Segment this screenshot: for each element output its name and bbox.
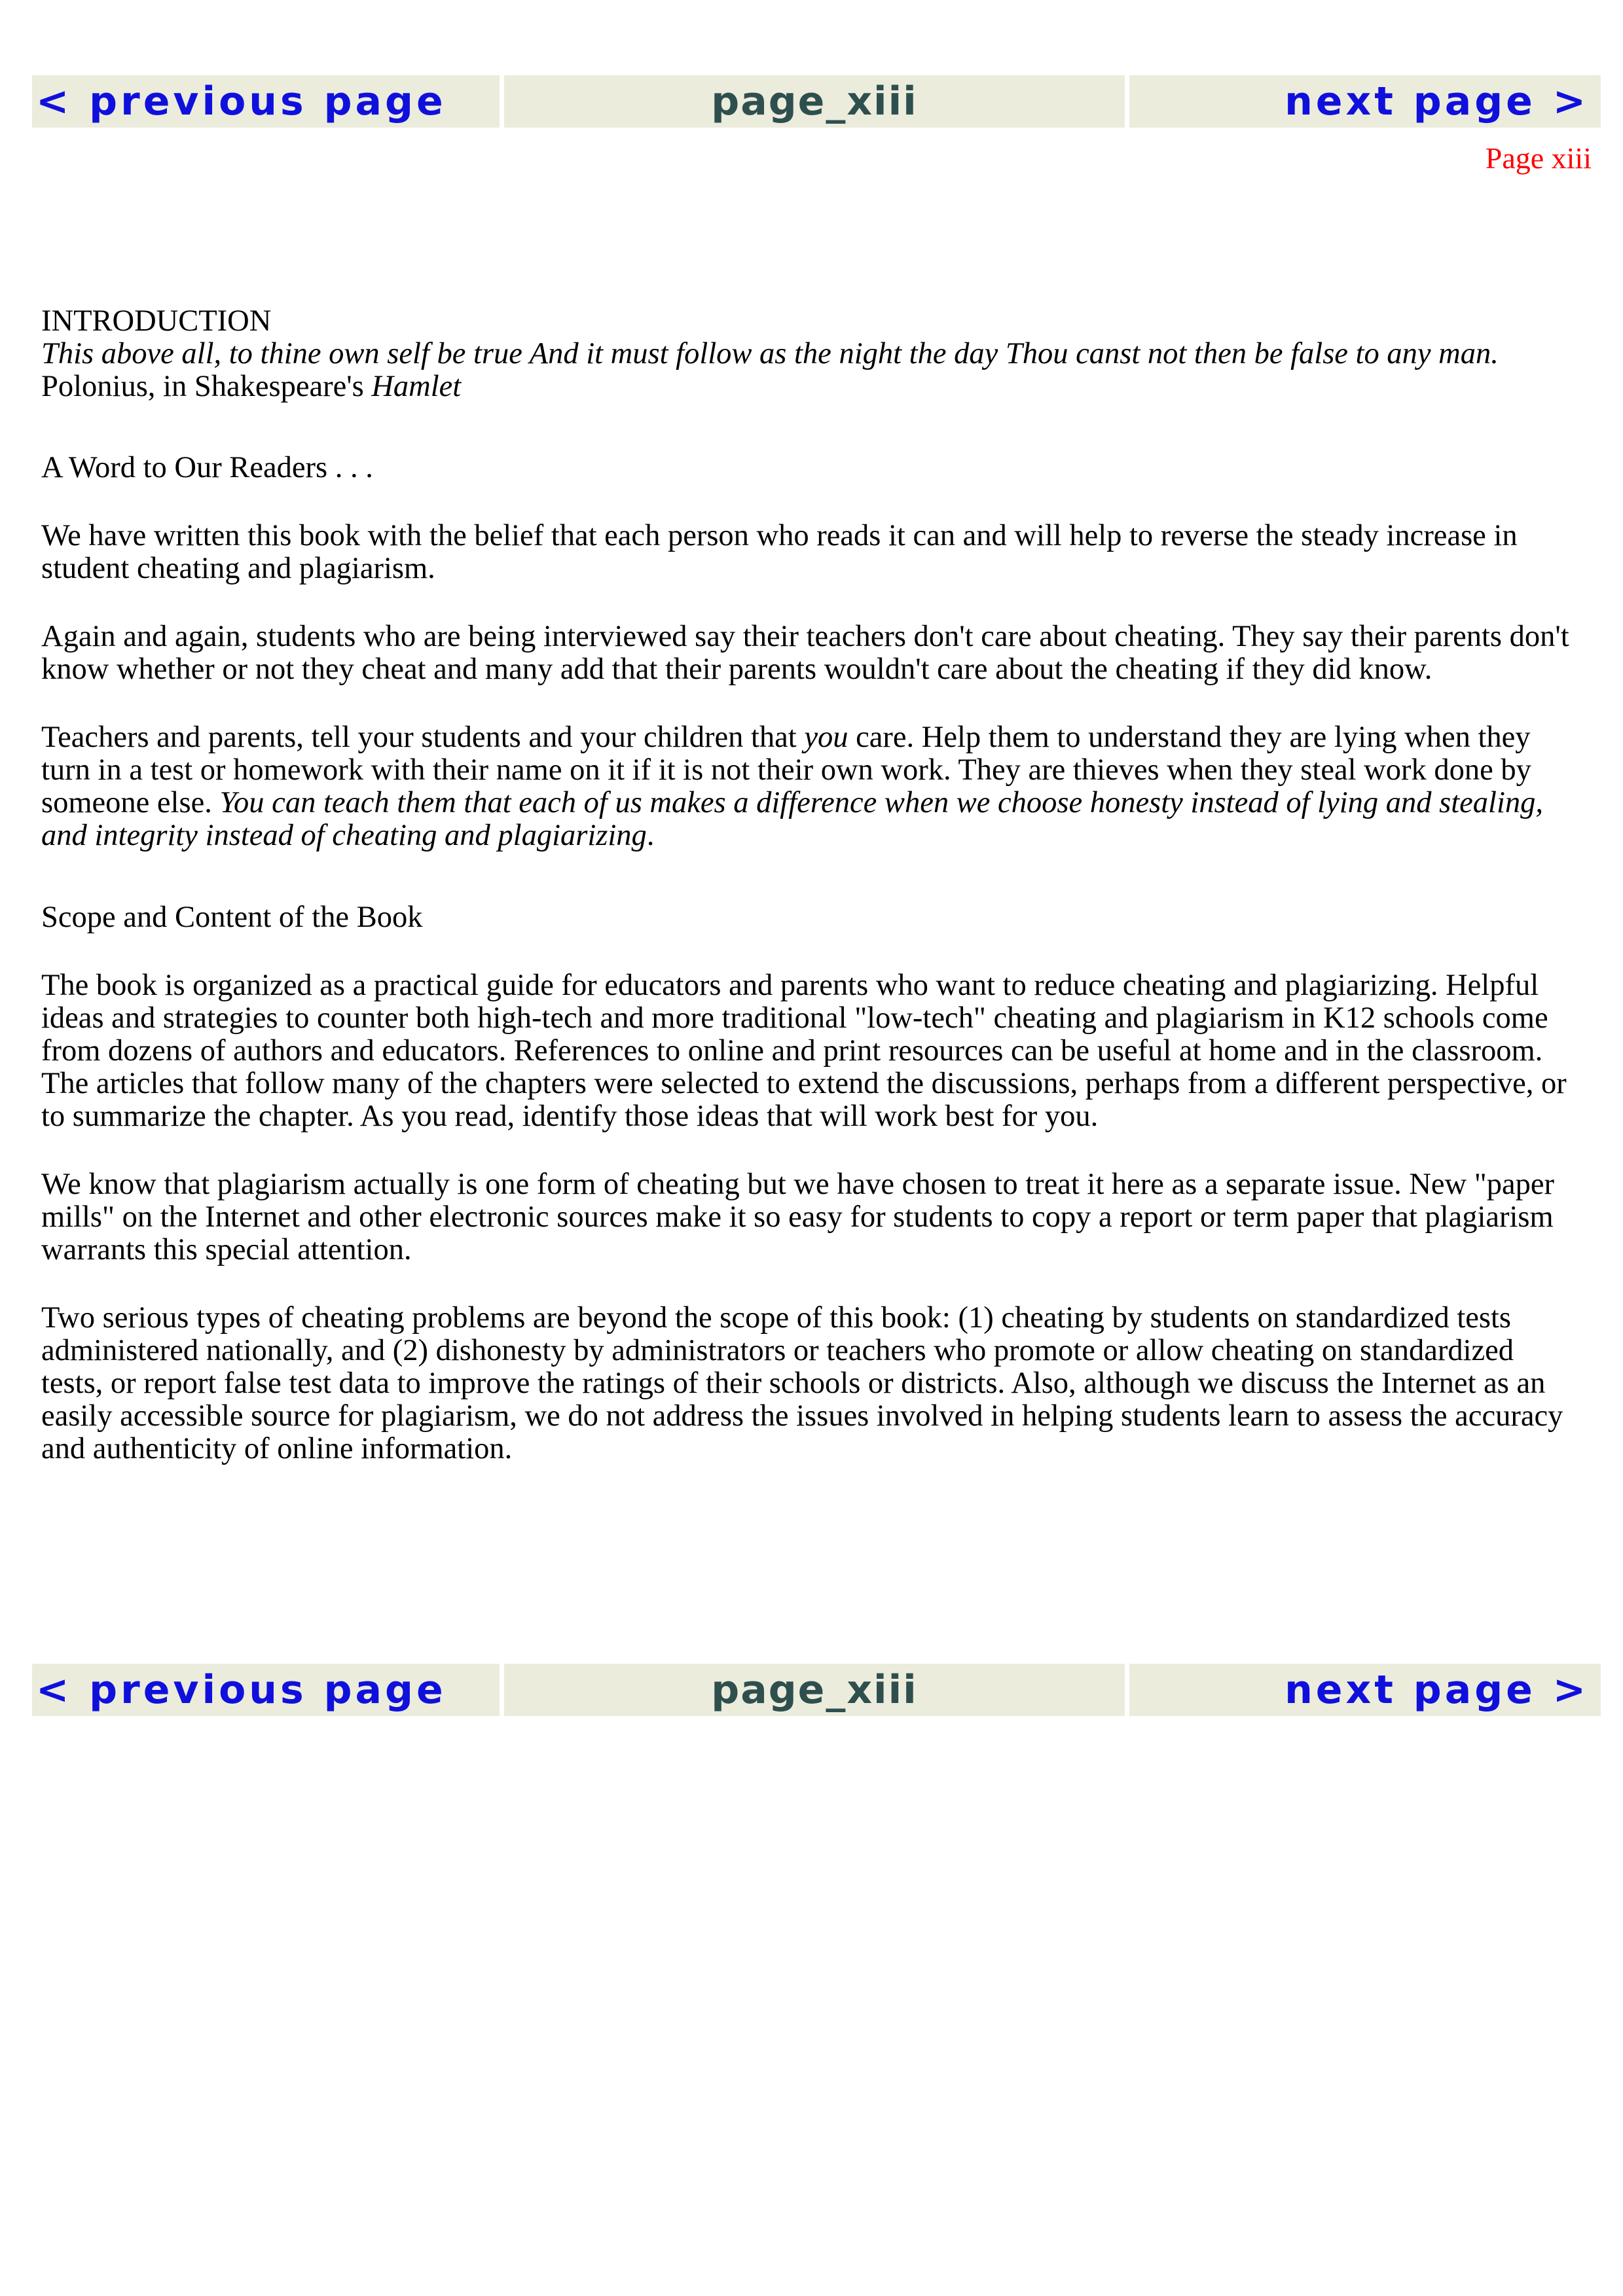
paragraph-3-emphasis-you: you [804,721,848,754]
top-navigation-bar [32,75,1601,128]
paragraph-4: The book is organized as a practical guide for educators and parents who want to reduce cheating and plagiarizing. Helpful ideas and strategies to counter both high-tech and more traditional "low-tech" cheating and plagiarism in K12 schools come from dozens of authors and educators. References to online and print resources can be useful at home and in the classroom. The articles that follow many of the chapters were selected to extend the discussions, perhaps from a different perspective, or to summarize the chapter. As you read, identify those ideas that will work best for you. [41,969,1567,1133]
paragraph-3-part1: Teachers and parents, tell your students and your children that [41,721,805,754]
chapter-heading: INTRODUCTION [41,304,272,338]
epigraph-text: This above all, to thine own self be true And it must follow as the night the day Thou canst not then be false to any man. [41,337,1499,370]
section-title-readers: A Word to Our Readers . . . [41,451,373,484]
paragraph-3-emphasis-closing: You can teach them that each of us makes a difference when we choose honesty instead of lying and stealing, and integrity instead of cheating and plagiarizing [41,786,1543,852]
next-page-link[interactable]: next page > [1129,75,1601,128]
page-content [41,305,1573,1465]
epigraph-attribution [41,370,1573,403]
previous-page-link[interactable]: < previous page [32,75,500,128]
paragraph-3-end: . [646,819,655,852]
next-page-link-bottom[interactable]: next page > [1129,1664,1601,1716]
section-title-scope: Scope and Content of the Book [41,901,423,934]
current-page-label-bottom: page_xiii [504,1664,1125,1716]
attribution-prefix: Polonius, in Shakespeare's [41,370,372,403]
page-number-marker: Page xiii [1485,141,1592,175]
paragraph-3-part2: care. Help them to understand they are lying when they turn in a test or homework with their name on it if it is not their own work. They are thieves when they steal work done by someone else. [41,721,1531,819]
paragraph-2: Again and again, students who are being interviewed say their teachers don't care about cheating. They say their parents don't know whether or not they cheat and many add that their parents wouldn't care about the cheating if they did know. [41,620,1569,686]
paragraph-5: We know that plagiarism actually is one form of cheating but we have chosen to treat it here as a separate issue. New "paper mills" on the Internet and other electronic sources make it so easy for students to copy a report or term paper that plagiarism warrants this special attention. [41,1168,1554,1266]
attribution-work: Hamlet [371,370,462,403]
bottom-navigation-bar [32,1664,1601,1716]
previous-page-link-bottom[interactable]: < previous page [32,1664,500,1716]
current-page-label: page_xiii [504,75,1125,128]
paragraph-6: Two serious types of cheating problems are beyond the scope of this book: (1) cheating by students on standardized tests administered nationally, and (2) dishonesty by administrators or teachers who promote or allow cheating on standardized tests, or report false test data to improve the ratings of their schools or districts. Also, although we discuss the Internet as an easily accessible source for plagiarism, we do not address the issues involved in helping students learn to assess the accuracy and authenticity of online information. [41,1301,1563,1465]
paragraph-1: We have written this book with the belief that each person who reads it can and will help to reverse the steady increase in student cheating and plagiarism. [41,519,1518,585]
paragraph-3 [41,721,1573,852]
epigraph [41,338,1573,370]
